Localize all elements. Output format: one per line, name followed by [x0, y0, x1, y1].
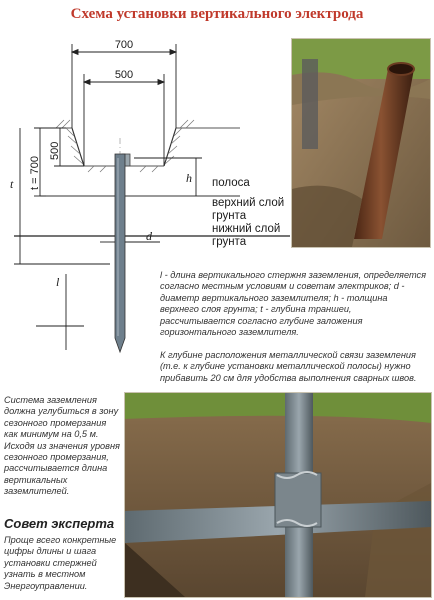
- dim-top-outer: 700: [114, 39, 134, 51]
- dim-t700: t = 700: [29, 156, 41, 190]
- welded-steel-strip-photo: [124, 392, 432, 598]
- dim-500-vertical: 500: [49, 141, 61, 160]
- label-strip: полоса: [212, 177, 250, 189]
- frost-zone-text: Система заземления должна углубиться в зону сезонного промерзания как минимум на 0,5 м. Исходя из значения уровня сезонного промерзания, рассчитывается длина вертикальных заземлителей.: [4, 395, 120, 497]
- label-top-layer-1: верхний слой: [212, 197, 285, 209]
- label-h: h: [186, 171, 192, 185]
- vertical-electrode-rod: [115, 154, 125, 352]
- label-bottom-layer-2: грунта: [212, 236, 247, 248]
- expert-tip-text: Проще всего конкретные цифры длины и шага установки стержней узнать в местном Энергоуправлении.: [4, 535, 117, 591]
- label-l: l: [56, 275, 60, 289]
- page-title: Схема установки вертикального электрода: [70, 6, 364, 22]
- label-top-layer-2: грунта: [212, 210, 247, 222]
- rusty-pipe-photo: [291, 38, 431, 248]
- welding-note-text: К глубине расположения металлической связи заземления (т.е. к глубине установки металлической полосы) нужно прибавить 20 см для удобства выполнения сварных швов.: [160, 350, 417, 383]
- legend-text: l - длина вертикального стержня заземления, определяется согласно местным условиям и советам электриков; d - диаметр вертикального заземлителя; h - толщина верхнего слоя грунта; t - глубина траншеи, рассчитывается согласно глубине заложения горизонтального заземлителя.: [160, 270, 427, 338]
- top-dimensions: [72, 44, 176, 166]
- expert-tip-title: Совет эксперта: [4, 516, 115, 531]
- dim-top-inner: 500: [114, 69, 134, 81]
- label-d: d: [146, 229, 152, 243]
- label-t: t: [10, 177, 14, 191]
- label-bottom-layer-1: нижний слой: [212, 223, 281, 235]
